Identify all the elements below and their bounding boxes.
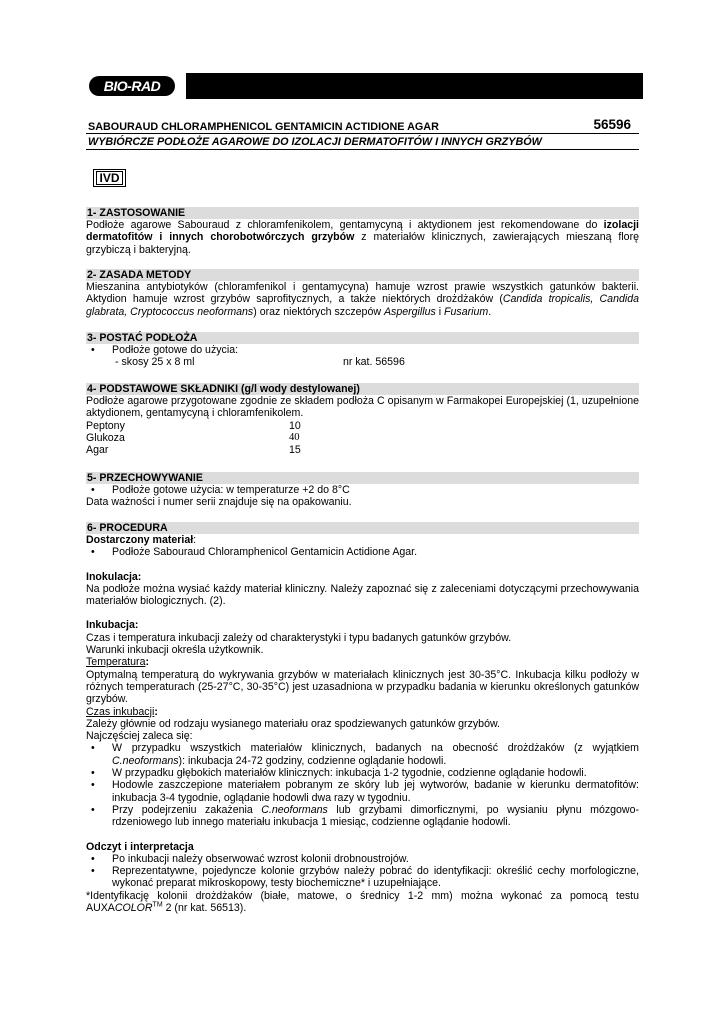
footnote — [86, 890, 639, 915]
text-run: i — [435, 305, 445, 318]
text-italic: Aspergillus — [383, 305, 436, 318]
section-heading: 1- ZASTOSOWANIE — [86, 207, 639, 219]
product-code: 56596 — [593, 117, 631, 132]
section-text — [86, 281, 639, 318]
section-text: Najczęściej zaleca się: — [86, 730, 193, 743]
section-text — [86, 219, 639, 256]
text-run: z materiałów klinicznych, zawierających mieszaną florę grzybiczą i bakteryjną. — [86, 231, 639, 256]
text-run: Przy podejrzeniu zakażenia — [112, 803, 262, 816]
text-italic: C.neoformans — [112, 754, 179, 767]
section-text: Podłoże agarowe przygotowane zgodnie ze składem podłoża C opisanym w Farmakopei Europejskiej (1, uzupełnione aktydionem, gentamycyną i chloramfenikolem. — [86, 395, 639, 420]
list — [86, 742, 639, 828]
text-underline: Temperatura — [86, 656, 146, 669]
section-heading: 6- PROCEDURA — [86, 522, 639, 534]
list-item: • Podłoże Sabouraud Chloramphenicol Gentamicin Actidione Agar. — [86, 546, 639, 558]
product-title: SABOURAUD CHLORAMPHENICOL GENTAMICIN ACTIDIONE AGAR — [88, 121, 439, 133]
list-item: • Po inkubacji należy obserwować wzrost kolonii drobnoustrojów. — [86, 853, 639, 865]
text-italic: Candida tropicalis, Candida glabrata, Cryptococcus neoformans — [86, 293, 639, 318]
list-item — [86, 804, 639, 829]
list-item: • W przypadku głębokich materiałów klinicznych: inkubacja 1-2 tygodnie, codzienne oglądanie hodowli. — [86, 767, 639, 779]
subheading — [86, 656, 639, 668]
header-band — [86, 73, 643, 99]
text-italic: COLOR — [114, 902, 153, 915]
section-heading: 3- POSTAĆ PODŁOŻA — [86, 332, 639, 344]
text-run: *Identyfikację kolonii drożdżaków (białe, matowe, o średnicy 1-2 mm) można wykonać za pomocą testu AUXA — [86, 889, 639, 915]
text-run: Podłoże agarowe Sabouraud z chloramfenikolem, gentamycyną i aktydionem jest rekomendowane do — [86, 219, 604, 231]
ingredient-name: Glukoza — [86, 431, 125, 444]
list-item: • Podłoże gotowe użycia: w temperaturze +2 do 8°C — [86, 484, 639, 496]
ingredient-row — [86, 444, 639, 456]
text-run: : — [193, 534, 197, 546]
list — [86, 344, 639, 356]
list-item: • Reprezentatywne, pojedyncze kolonie grzybów należy pobrać do identyfikacji: określić cechy morfologiczne, wykonać preparat mikroskopowy, testy biochemiczne* i uzupełniające. — [86, 865, 639, 890]
ivd-badge — [93, 169, 126, 187]
ingredient-value: 10 — [289, 419, 301, 432]
section-skladniki — [86, 383, 639, 456]
subheading: Inokulacja: — [86, 570, 142, 583]
list — [86, 484, 639, 496]
logo-text: BIO-RAD — [89, 76, 175, 96]
section-text: Optymalną temperaturą do wykrywania grzybów w materiałach klinicznych jest 30-35°C. Inkubacja kilku podłoży w różnych temperaturach (25-27°C, 30-35°C) jest uzasadniona w przypadku badania w kierunku określonych gatunków grzybów. — [86, 668, 639, 706]
text-bold: : — [145, 656, 150, 669]
catalog-number: nr kat. 56596 — [343, 356, 405, 369]
text-run: W przypadku wszystkich materiałów klinicznych, badanych na obecność drożdżaków (z wyjątkiem — [112, 742, 639, 755]
text-bold: : — [154, 705, 158, 718]
text-run: . — [488, 305, 492, 318]
ingredient-row — [86, 432, 639, 444]
section-text: Warunki inkubacji określa użytkownik. — [86, 644, 264, 657]
section-przechowywanie — [86, 472, 639, 509]
section-text: Data ważności i numer serii znajduje się na opakowaniu. — [86, 496, 352, 509]
section-heading: 5- PRZECHOWYWANIE — [86, 472, 639, 484]
text-run: lub grzybami dimorficznymi, po wysianiu płynu mózgowo-rdzeniowego lub innego materiału inkubacja 1 miesiąc, codzienne oglądanie hodowli. — [112, 803, 639, 829]
form-value: - skosy 25 x 8 ml — [115, 356, 195, 369]
bio-rad-logo — [86, 73, 186, 99]
section-procedura — [86, 522, 639, 914]
text-italic: C.neoformans — [261, 803, 328, 816]
document-body — [86, 117, 639, 915]
ingredient-row — [86, 420, 639, 432]
title-row — [86, 119, 639, 134]
ingredient-value: 15 — [289, 444, 301, 457]
product-subtitle: WYBIÓRCZE PODŁOŻE AGAROWE DO IZOLACJI DERMATOFITÓW I INNYCH GRZYBÓW — [86, 134, 639, 150]
section-text: Zależy głównie od rodzaju wysianego materiału oraz spodziewanych gatunków grzybów. — [86, 717, 500, 730]
ivd-label: IVD — [96, 171, 123, 185]
text-run: ) oraz niektórych szczepów — [253, 305, 384, 318]
text-bold: Dostarczony materiał — [86, 534, 194, 546]
text-underline: Czas inkubacji — [86, 705, 155, 718]
subheading: Odczyt i interpretacja — [86, 840, 194, 853]
section-text: Na podłoże można wysiać każdy materiał kliniczny. Należy zapoznać się z zaleceniami dotyczącymi przechowywania materiałów biologicznych. (2). — [86, 582, 639, 608]
ingredient-name: Agar — [86, 444, 109, 457]
text-italic: Fusarium — [444, 305, 489, 318]
section-postac — [86, 332, 639, 369]
list — [86, 853, 639, 890]
ingredient-value: 40 — [289, 431, 300, 443]
section-zastosowanie — [86, 207, 639, 256]
text-run: 2 (nr kat. 56513). — [162, 902, 247, 915]
text-bold: izolacji dermatofitów i innych chorobotwórczych grzybów — [86, 219, 639, 244]
text-run: ): inkubacja 24-72 godziny, codzienne oglądanie hodowli. — [178, 754, 447, 767]
list-item: • Podłoże gotowe do użycia: — [86, 344, 639, 356]
subheading — [86, 534, 639, 546]
text-run: Mieszanina antybiotyków (chloramfenikol i gentamycyna) hamuje wzrost prawie wszystkich gatunków bakterii. Aktydion hamuje wzrost grzybów saprofitycznych, a także niektórych drożdżaków ( — [86, 281, 639, 306]
ingredient-name: Peptony — [86, 419, 125, 432]
section-zasada — [86, 269, 639, 318]
section-heading: 4- PODSTAWOWE SKŁADNIKI (g/l wody destylowanej) — [86, 383, 639, 395]
trademark-sup: TM — [152, 901, 163, 909]
form-row — [86, 356, 639, 368]
section-heading: 2- ZASADA METODY — [86, 269, 639, 281]
section-text: Czas i temperatura inkubacji zależy od charakterystyki i typu badanych gatunków grzybów. — [86, 631, 512, 644]
subheading: Inkubacja: — [86, 619, 139, 632]
list-item: • Hodowle zaszczepione materiałem pobranym ze skóry lub jej wytworów, badanie w kierunku dermatofitów: inkubacja 3-4 tygodnie, oglądanie hodowli dwa razy w tygodniu. — [86, 779, 639, 804]
subheading — [86, 706, 639, 718]
list — [86, 546, 639, 558]
list-item — [86, 742, 639, 767]
